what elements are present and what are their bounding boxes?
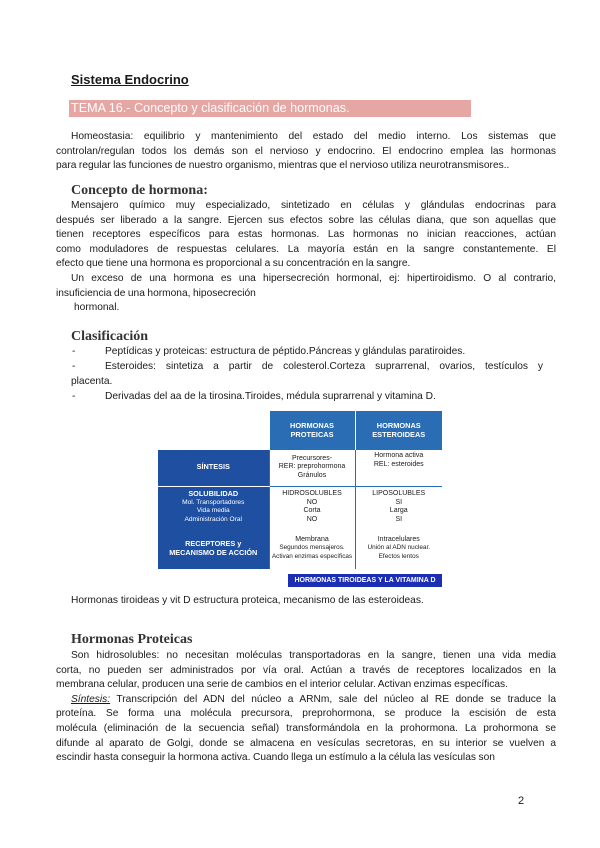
concept-line: efecto que tiene una hormona es proporcional a su concentración en la sangre. <box>56 258 411 270</box>
col-header-line: HORMONAS <box>376 420 421 430</box>
concept-paragraph <box>56 199 556 316</box>
col-header-esteroideas <box>355 411 442 450</box>
cell-solubilidad-esteroideas <box>355 486 442 528</box>
topic-heading: TEMA 16.- Concepto y clasificación de hormonas. <box>71 101 350 115</box>
cell-sintesis-esteroideas <box>355 450 442 486</box>
cell-line: Intracelulares <box>377 535 420 543</box>
intro-paragraph <box>56 130 556 174</box>
list-item <box>0 360 600 375</box>
intro-line: controlan/regulan todos los demás son el nervioso y endocrino. El endocrino emplea las hormonas <box>56 145 556 157</box>
list-bullet: - <box>72 346 76 357</box>
row-header-line: MECANISMO DE ACCIÓN <box>169 547 258 557</box>
synthesis-label: Síntesis: <box>71 693 111 705</box>
cell-line: Segundos mensajeros. <box>279 544 345 552</box>
row-header-sublabel: Vida media <box>196 507 230 515</box>
cell-line: Activan enzimas específicas <box>271 552 353 560</box>
concept-line: tienen receptores específicos para estas hormonas. Las hormonas no inician reacciones, actúan <box>56 229 556 241</box>
cell-line: RER: preprohormona <box>278 463 346 471</box>
intro-line: para regular las funciones de nuestro organismo, mientras que el nervioso utiliza neurotransmisores.. <box>56 160 510 172</box>
concept-line: como moduladores de respuestas celulares. La mayoría están en la sangre constantemente. El <box>56 243 556 255</box>
row-header-sintesis: SÍNTESIS <box>158 450 269 486</box>
row-header-title: SOLUBILIDAD <box>188 489 239 499</box>
list-item <box>0 390 600 405</box>
cell-line: NO <box>306 498 318 506</box>
concept-line: hormonal. <box>74 302 120 314</box>
table-note: Hormonas tiroideas y vit D estructura proteica, mecanismo de las esteroideas. <box>71 595 424 606</box>
cell-line: SI <box>395 498 403 506</box>
synthesis-line: difunde al aparato de Golgi, donde se almacena en vesículas secretoras, en su interior se vuelven a <box>56 737 556 749</box>
list-item-continuation: placenta. <box>71 376 113 387</box>
list-item-text: Peptídicas y proteicas: estructura de péptido.Páncreas y glándulas paratiroides. <box>105 346 466 357</box>
row-header-solubilidad <box>158 486 269 528</box>
cell-line: SI <box>395 515 403 523</box>
table-caption: HORMONAS TIROIDEAS Y LA VITAMINA D <box>288 574 442 587</box>
col-header-line: PROTEICAS <box>290 429 334 439</box>
proteic-paragraph <box>56 649 556 766</box>
cell-receptores-esteroideas <box>355 528 442 569</box>
cell-line: Unión al ADN nuclear. <box>367 544 431 552</box>
classification-list <box>0 345 600 405</box>
table-corner <box>158 411 269 450</box>
cell-line: HIDROSOLUBLES <box>282 490 342 498</box>
concept-line: Un exceso de una hormona es una hipersecreción hormonal, ej: hipertiroidismo. O al contrario, <box>71 272 556 284</box>
page-number: 2 <box>518 795 525 807</box>
list-item <box>0 345 600 360</box>
table-row-receptores <box>158 528 442 569</box>
col-header-line: ESTEROIDEAS <box>372 429 426 439</box>
col-header-line: HORMONAS <box>290 420 334 430</box>
synthesis-line <box>56 693 556 708</box>
synthesis-line: escindir hasta conseguir la hormona activa. Cuando llega un estímulo a la célula las vesículas son <box>56 752 495 764</box>
row-header-sublabel: Administración Oral <box>184 515 243 523</box>
proteic-line: corta, no pueden ser administrados por vía oral. Actúan a través de receptores localizados en la <box>56 664 556 676</box>
synthesis-line: molécula (eliminación de la secuencia señal) transformándola en la prohormona. La prohormona se <box>56 722 556 734</box>
cell-line: LIPOSOLUBLES <box>372 490 426 498</box>
table-row-solubilidad <box>158 486 442 528</box>
intro-line: Homeostasia: equilibrio y mantenimiento del estado del medio interno. Los sistemas que <box>71 131 556 142</box>
list-bullet: - <box>72 361 76 372</box>
proteic-line: membrana celular, producen una serie de cambios en el interior celular. Activan enzimas específicas. <box>56 679 508 691</box>
table-row-sintesis <box>158 450 442 486</box>
cell-line: Hormona activa <box>374 452 424 459</box>
cell-line: Precursores- <box>291 454 333 462</box>
row-header-line: RECEPTORES y <box>185 538 242 548</box>
proteic-line: Son hidrosolubles: no necesitan moléculas transportadoras en la sangre, tienen una vida media <box>71 650 556 661</box>
proteic-heading: Hormonas Proteicas <box>71 632 193 647</box>
document-title: Sistema Endocrino <box>71 72 189 87</box>
cell-line: REL: esteroides <box>373 460 424 468</box>
cell-line: Efectos lentos <box>378 552 419 560</box>
synthesis-line: proteína. Se forma una molécula precursora, preprohormona, se produce la escisión de esta <box>56 708 556 720</box>
cell-sintesis-proteicas <box>269 450 355 486</box>
list-item-text: Esteroides: sintetiza a partir de colesterol.Corteza suprarrenal, ovarios, testículos y <box>105 361 543 372</box>
row-header-sublabel: Mol. Transportadores <box>182 498 245 506</box>
row-header-receptores <box>158 528 269 569</box>
concept-heading: Concepto de hormona: <box>71 183 208 198</box>
classification-heading: Clasificación <box>71 329 148 344</box>
concept-line: insuficiencia de una hormona, hiposecreción <box>56 287 256 299</box>
cell-line: Corta <box>303 507 321 515</box>
cell-line: Membrana <box>295 535 329 543</box>
concept-line: Mensajero químico muy especializado, sintetizado en células y glándulas endocrinas para <box>71 200 556 211</box>
list-item-text: Derivadas del aa de la tirosina.Tiroides, médula suprarrenal y vitamina D. <box>105 391 436 402</box>
col-header-proteicas <box>269 411 355 450</box>
cell-receptores-proteicas <box>269 528 355 569</box>
cell-line: Gránulos <box>297 472 327 480</box>
cell-line: NO <box>306 515 318 523</box>
synthesis-text: Transcripción del ADN del núcleo a ARNm, sale del núcleo al RE donde se traduce la <box>110 693 556 705</box>
cell-solubilidad-proteicas <box>269 486 355 528</box>
hormones-comparison-table <box>158 411 442 569</box>
list-bullet: - <box>72 391 76 402</box>
cell-line: Larga <box>389 507 408 515</box>
concept-line: después ser liberado a la sangre. Ejercen sus efectos sobre las células diana, que son aquellas que <box>56 214 556 226</box>
table-header-row <box>158 411 442 450</box>
